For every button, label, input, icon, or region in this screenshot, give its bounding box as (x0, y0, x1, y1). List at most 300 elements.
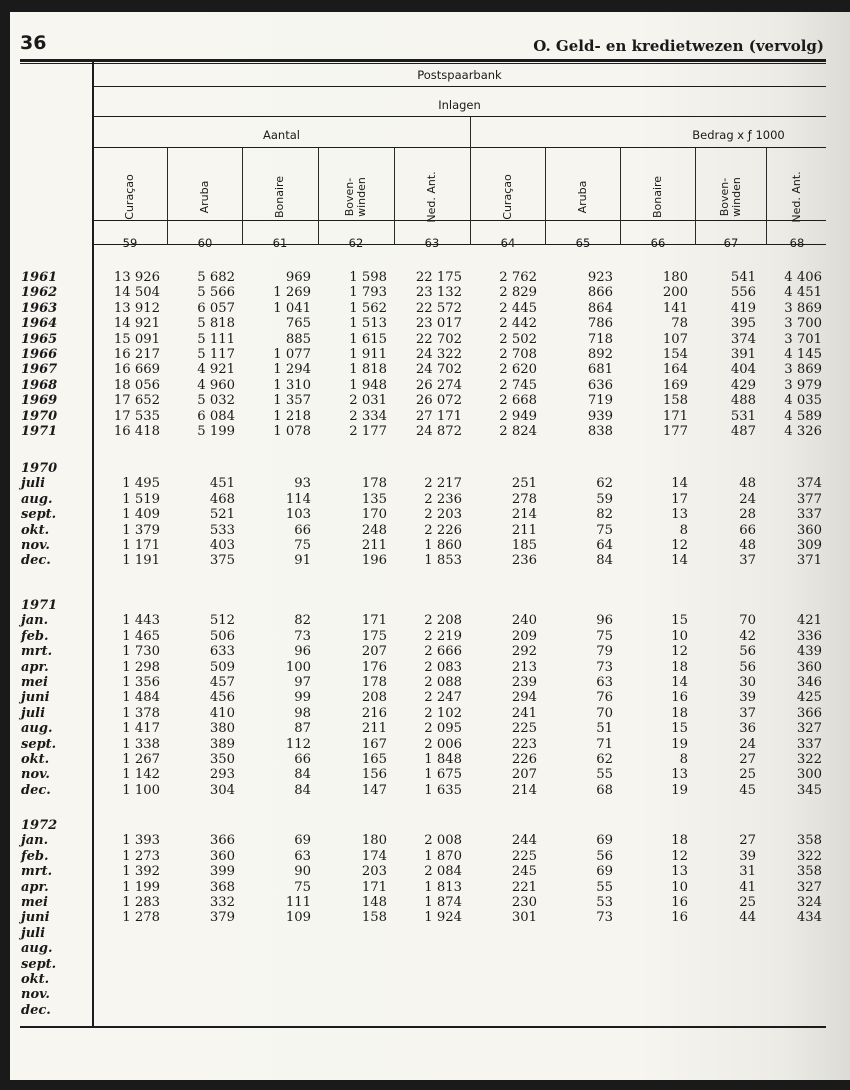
table-cell: 332 (209, 895, 235, 910)
table-cell: 1 298 (122, 659, 160, 675)
table-cell: 84 (596, 553, 613, 569)
table-cell: 230 (511, 895, 537, 910)
table-cell: 2 824 (499, 424, 537, 439)
table-cell: 14 (671, 675, 688, 690)
table-cell: 395 (730, 316, 756, 332)
table-cell: 18 (671, 659, 688, 675)
table-cell: 111 (285, 895, 311, 910)
table-row (10, 783, 850, 798)
table-cell: 1 675 (424, 767, 462, 783)
table-cell: 4 921 (197, 362, 235, 378)
table-cell: 456 (209, 690, 235, 706)
table-cell: 1 393 (122, 833, 160, 849)
table-cell: 225 (511, 848, 537, 864)
table-row (10, 492, 850, 507)
table-cell: 24 (739, 491, 756, 507)
table-cell: 439 (796, 644, 822, 660)
table-cell: 380 (209, 721, 235, 737)
table-cell: 2 177 (349, 424, 387, 439)
table-row (10, 409, 850, 424)
table-cell: 16 217 (113, 347, 160, 362)
table-cell: 556 (730, 285, 756, 301)
table-cell: 16 (671, 895, 688, 910)
table-row (10, 553, 850, 568)
table-cell: 62 (596, 752, 613, 767)
table-cell: 360 (209, 848, 235, 864)
row-label: sept. (21, 956, 57, 972)
table-cell: 3 979 (784, 377, 822, 393)
row-label: sept. (21, 507, 57, 523)
table-cell: 141 (662, 300, 688, 316)
table-cell: 969 (285, 270, 311, 285)
table-cell: 41 (739, 879, 756, 895)
table-cell: 4 326 (784, 424, 822, 439)
table-cell: 1 142 (122, 767, 160, 783)
table-cell: 82 (596, 507, 613, 523)
row-label: dec. (21, 1002, 51, 1018)
table-cell: 18 (671, 833, 688, 849)
table-row (10, 767, 850, 782)
table-cell: 78 (671, 316, 688, 332)
col-header-curacao: Curaçao (123, 174, 136, 220)
table-cell: 59 (596, 491, 613, 507)
table-cell: 293 (209, 767, 235, 783)
table-cell: 1 356 (122, 675, 160, 690)
table-cell: 107 (662, 331, 688, 347)
table-cell: 97 (294, 675, 311, 690)
table-cell: 244 (511, 833, 537, 849)
table-cell: 79 (596, 644, 613, 660)
table-cell: 1 199 (122, 879, 160, 895)
table-cell: 304 (209, 782, 235, 798)
table-cell: 147 (361, 782, 387, 798)
table-row (10, 613, 850, 628)
table-row (10, 362, 850, 377)
row-label: 1967 (21, 362, 58, 378)
table-cell: 360 (796, 659, 822, 675)
table-cell: 214 (511, 507, 537, 523)
row-label: 1962 (21, 285, 58, 301)
table-cell: 208 (361, 690, 387, 706)
table-cell: 375 (209, 553, 235, 569)
table-cell: 2 226 (424, 522, 462, 538)
table-cell: 5 566 (197, 285, 235, 301)
table-cell: 2 668 (499, 393, 537, 409)
table-cell: 69 (596, 864, 613, 880)
table-cell: 2 095 (424, 721, 462, 737)
table-cell: 2 445 (499, 300, 537, 316)
table-cell: 1 269 (273, 285, 311, 301)
table-row (10, 316, 850, 331)
table-cell: 200 (662, 285, 688, 301)
table-cell: 55 (596, 879, 613, 895)
row-label: nov. (21, 767, 50, 783)
col-header-ned-ant: Ned. Ant. (425, 171, 438, 223)
table-cell: 16 (671, 690, 688, 706)
table-row (10, 378, 850, 393)
table-cell: 26 274 (415, 377, 462, 393)
col-number: 61 (272, 236, 288, 250)
table-cell: 2 083 (424, 659, 462, 675)
row-label: nov. (21, 538, 50, 553)
table-cell: 419 (730, 300, 756, 316)
table-cell: 27 171 (415, 408, 462, 424)
table-cell: 158 (662, 393, 688, 409)
table-cell: 346 (796, 675, 822, 690)
table-cell: 1 465 (122, 628, 160, 644)
table-cell: 30 (739, 675, 756, 690)
table-cell: 1 294 (273, 362, 311, 378)
table-row (10, 957, 850, 972)
block-year: 1970 (21, 461, 58, 476)
col-number: 68 (789, 236, 805, 250)
col-number: 62 (348, 236, 364, 250)
table-cell: 2 084 (424, 864, 462, 880)
table-cell: 22 175 (415, 270, 462, 285)
table-cell: 214 (511, 782, 537, 798)
table-cell: 23 132 (415, 285, 462, 301)
table-cell: 1 484 (122, 690, 160, 706)
table-cell: 457 (209, 675, 235, 690)
table-cell: 2 102 (424, 705, 462, 721)
col-header-bovenwinden: Boven- winden (343, 177, 368, 217)
table-cell: 451 (209, 476, 235, 492)
table-cell: 4 960 (197, 377, 235, 393)
table-cell: 36 (739, 721, 756, 737)
table-cell: 1 417 (122, 721, 160, 737)
row-label: dec. (21, 553, 51, 569)
table-cell: 239 (511, 675, 537, 690)
table-cell: 389 (209, 736, 235, 752)
table-cell: 37 (739, 705, 756, 721)
table-cell: 69 (596, 833, 613, 849)
table-cell: 241 (511, 705, 537, 721)
table-cell: 1 495 (122, 476, 160, 492)
table-cell: 1 519 (122, 491, 160, 507)
table-cell: 2 745 (499, 377, 537, 393)
row-label: juni (21, 690, 50, 706)
table-cell: 512 (209, 613, 235, 629)
col-header-aruba: Aruba (198, 180, 211, 214)
table-cell: 2 088 (424, 675, 462, 690)
table-cell: 14 (671, 476, 688, 492)
table-cell: 96 (596, 613, 613, 629)
table-cell: 109 (285, 910, 311, 926)
table-cell: 374 (730, 331, 756, 347)
table-cell: 322 (796, 848, 822, 864)
top-rule (20, 59, 826, 62)
table-cell: 167 (361, 736, 387, 752)
table-row (10, 285, 850, 300)
table-cell: 521 (209, 507, 235, 523)
table-cell: 64 (596, 538, 613, 553)
table-cell: 337 (796, 507, 822, 523)
table-cell: 506 (209, 628, 235, 644)
table-cell: 366 (796, 705, 822, 721)
table-cell: 1 730 (122, 644, 160, 660)
table-cell: 719 (587, 393, 613, 409)
table-row (10, 332, 850, 347)
table-cell: 1 598 (349, 270, 387, 285)
table-row (10, 675, 850, 690)
table-cell: 12 (671, 644, 688, 660)
table-cell: 1 513 (349, 316, 387, 332)
table-cell: 16 (671, 910, 688, 926)
table-cell: 207 (361, 644, 387, 660)
row-label: nov. (21, 987, 50, 1003)
table-cell: 225 (511, 721, 537, 737)
col-number: 60 (197, 236, 213, 250)
table-cell: 27 (739, 752, 756, 767)
table-cell: 368 (209, 879, 235, 895)
table-cell: 68 (596, 782, 613, 798)
table-cell: 1 615 (349, 331, 387, 347)
table-cell: 429 (730, 377, 756, 393)
table-cell: 488 (730, 393, 756, 409)
table-cell: 236 (511, 553, 537, 569)
col-header-bonaire-amount: Bonaire (651, 175, 664, 219)
table-cell: 1 191 (122, 553, 160, 569)
table-cell: 358 (796, 833, 822, 849)
table-cell: 37 (739, 553, 756, 569)
table-cell: 13 (671, 864, 688, 880)
table-cell: 39 (739, 848, 756, 864)
table-cell: 53 (596, 895, 613, 910)
subtitle-rule (93, 116, 826, 117)
table-cell: 337 (796, 736, 822, 752)
table-cell: 221 (511, 879, 537, 895)
table-cell: 226 (511, 752, 537, 767)
table-cell: 4 451 (784, 285, 822, 301)
table-cell: 350 (209, 752, 235, 767)
table-cell: 91 (294, 553, 311, 569)
table-row (10, 895, 850, 910)
table-cell: 838 (587, 424, 613, 439)
table-cell: 864 (587, 300, 613, 316)
col-number: 63 (424, 236, 440, 250)
table-row (10, 270, 850, 285)
table-cell: 5 111 (197, 331, 235, 347)
table-cell: 14 504 (113, 285, 160, 301)
group-count-label: Aantal (263, 128, 300, 142)
table-row (10, 523, 850, 538)
table-cell: 180 (662, 270, 688, 285)
table-cell: 2 217 (424, 476, 462, 492)
table-row (10, 926, 850, 941)
row-label: juli (21, 476, 46, 492)
table-cell: 176 (361, 659, 387, 675)
block-year: 1972 (21, 818, 58, 833)
table-cell: 15 (671, 613, 688, 629)
row-label: juni (21, 910, 50, 926)
table-cell: 1 310 (273, 377, 311, 393)
table-cell: 90 (294, 864, 311, 880)
page-number: 36 (20, 32, 47, 54)
table-cell: 13 926 (113, 270, 160, 285)
table-cell: 324 (796, 895, 822, 910)
row-label: 1969 (21, 393, 58, 409)
row-label: jan. (21, 833, 49, 849)
table-cell: 1 813 (424, 879, 462, 895)
col-header-curacao-amount: Curaçao (501, 174, 514, 220)
table-cell: 171 (662, 408, 688, 424)
table-row (10, 690, 850, 705)
row-label: aug. (21, 491, 53, 507)
table-cell: 2 666 (424, 644, 462, 660)
row-label: 1964 (21, 316, 58, 332)
table-cell: 55 (596, 767, 613, 783)
table-row (10, 1003, 850, 1018)
table-cell: 1 273 (122, 848, 160, 864)
table-row (10, 476, 850, 491)
bottom-rule (20, 1026, 826, 1028)
table-row (10, 752, 850, 767)
table-cell: 5 682 (197, 270, 235, 285)
group-rule (93, 147, 826, 148)
table-row (10, 538, 850, 553)
table-cell: 2 219 (424, 628, 462, 644)
row-label: mrt. (21, 864, 53, 880)
table-cell: 8 (679, 522, 688, 538)
table-cell: 62 (596, 476, 613, 492)
table-cell: 1 793 (349, 285, 387, 301)
table-cell: 185 (511, 538, 537, 553)
table-cell: 5 818 (197, 316, 235, 332)
table-cell: 1 409 (122, 507, 160, 523)
table-cell: 2 236 (424, 491, 462, 507)
row-label: dec. (21, 782, 51, 798)
table-cell: 300 (796, 767, 822, 783)
table-cell: 45 (739, 782, 756, 798)
table-cell: 240 (511, 613, 537, 629)
table-row (10, 706, 850, 721)
table-cell: 1 392 (122, 864, 160, 880)
table-cell: 786 (587, 316, 613, 332)
table-cell: 31 (739, 864, 756, 880)
table-cell: 211 (361, 538, 387, 553)
table-cell: 1 357 (273, 393, 311, 409)
table-cell: 70 (739, 613, 756, 629)
group-amount-label: Bedrag x ƒ 1000 (692, 128, 785, 142)
table-cell: 4 145 (784, 347, 822, 362)
table-cell: 165 (361, 752, 387, 767)
row-label: mrt. (21, 644, 53, 660)
table-cell: 2 442 (499, 316, 537, 332)
row-label: 1963 (21, 300, 58, 316)
table-cell: 19 (671, 736, 688, 752)
table-cell: 114 (285, 491, 311, 507)
row-label: 1968 (21, 377, 58, 393)
table-cell: 100 (285, 659, 311, 675)
table-cell: 178 (361, 476, 387, 492)
table-cell: 633 (209, 644, 235, 660)
table-cell: 223 (511, 736, 537, 752)
table-cell: 1 911 (349, 347, 387, 362)
table-cell: 28 (739, 507, 756, 523)
table-cell: 468 (209, 491, 235, 507)
table-cell: 366 (209, 833, 235, 849)
table-cell: 24 872 (415, 424, 462, 439)
table-cell: 158 (361, 910, 387, 926)
table-cell: 1 870 (424, 848, 462, 864)
table-cell: 17 535 (113, 408, 160, 424)
table-cell: 25 (739, 767, 756, 783)
table-cell: 765 (285, 316, 311, 332)
table-cell: 82 (294, 613, 311, 629)
table-cell: 309 (796, 538, 822, 553)
table-cell: 681 (587, 362, 613, 378)
table-cell: 84 (294, 782, 311, 798)
table-cell: 1 379 (122, 522, 160, 538)
table-cell: 1 948 (349, 377, 387, 393)
row-label: feb. (21, 848, 49, 864)
table-cell: 374 (796, 476, 822, 492)
table-cell: 19 (671, 782, 688, 798)
table-cell: 6 057 (197, 300, 235, 316)
table-cell: 5 032 (197, 393, 235, 409)
table-cell: 13 (671, 507, 688, 523)
table-cell: 16 669 (113, 362, 160, 378)
table-cell: 18 056 (113, 377, 160, 393)
table-cell: 2 620 (499, 362, 537, 378)
table-row (10, 660, 850, 675)
row-label: 1971 (21, 424, 58, 439)
table-cell: 2 006 (424, 736, 462, 752)
table-cell: 425 (796, 690, 822, 706)
row-label: 1970 (21, 408, 58, 424)
table-cell: 26 072 (415, 393, 462, 409)
col-header-ned-ant-amount: Ned. Ant. (790, 171, 803, 223)
table-cell: 2 031 (349, 393, 387, 409)
table-cell: 213 (511, 659, 537, 675)
table-cell: 73 (294, 628, 311, 644)
table-cell: 434 (796, 910, 822, 926)
table-cell: 25 (739, 895, 756, 910)
row-label: jan. (21, 613, 49, 629)
table-cell: 4 035 (784, 393, 822, 409)
col-header-bonaire: Bonaire (273, 175, 286, 219)
table-cell: 211 (511, 522, 537, 538)
table-cell: 403 (209, 538, 235, 553)
table-cell: 294 (511, 690, 537, 706)
table-cell: 509 (209, 659, 235, 675)
table-cell: 22 702 (415, 331, 462, 347)
table-row (10, 629, 850, 644)
table-cell: 75 (596, 628, 613, 644)
table-cell: 322 (796, 752, 822, 767)
table-cell: 2 708 (499, 347, 537, 362)
table-cell: 18 (671, 705, 688, 721)
row-label: okt. (21, 752, 50, 767)
table-row (10, 972, 850, 987)
row-label: aug. (21, 941, 53, 957)
table-cell: 2 008 (424, 833, 462, 849)
table-row (10, 507, 850, 522)
table-row (10, 721, 850, 736)
table-cell: 169 (662, 377, 688, 393)
table-cell: 15 (671, 721, 688, 737)
table-cell: 1 924 (424, 910, 462, 926)
row-label: juli (21, 925, 46, 941)
table-cell: 1 860 (424, 538, 462, 553)
table-cell: 1 562 (349, 300, 387, 316)
table-cell: 301 (511, 910, 537, 926)
table-cell: 98 (294, 705, 311, 721)
table-cell: 1 853 (424, 553, 462, 569)
table-cell: 84 (294, 767, 311, 783)
table-cell: 4 589 (784, 408, 822, 424)
table-cell: 5 117 (197, 347, 235, 362)
